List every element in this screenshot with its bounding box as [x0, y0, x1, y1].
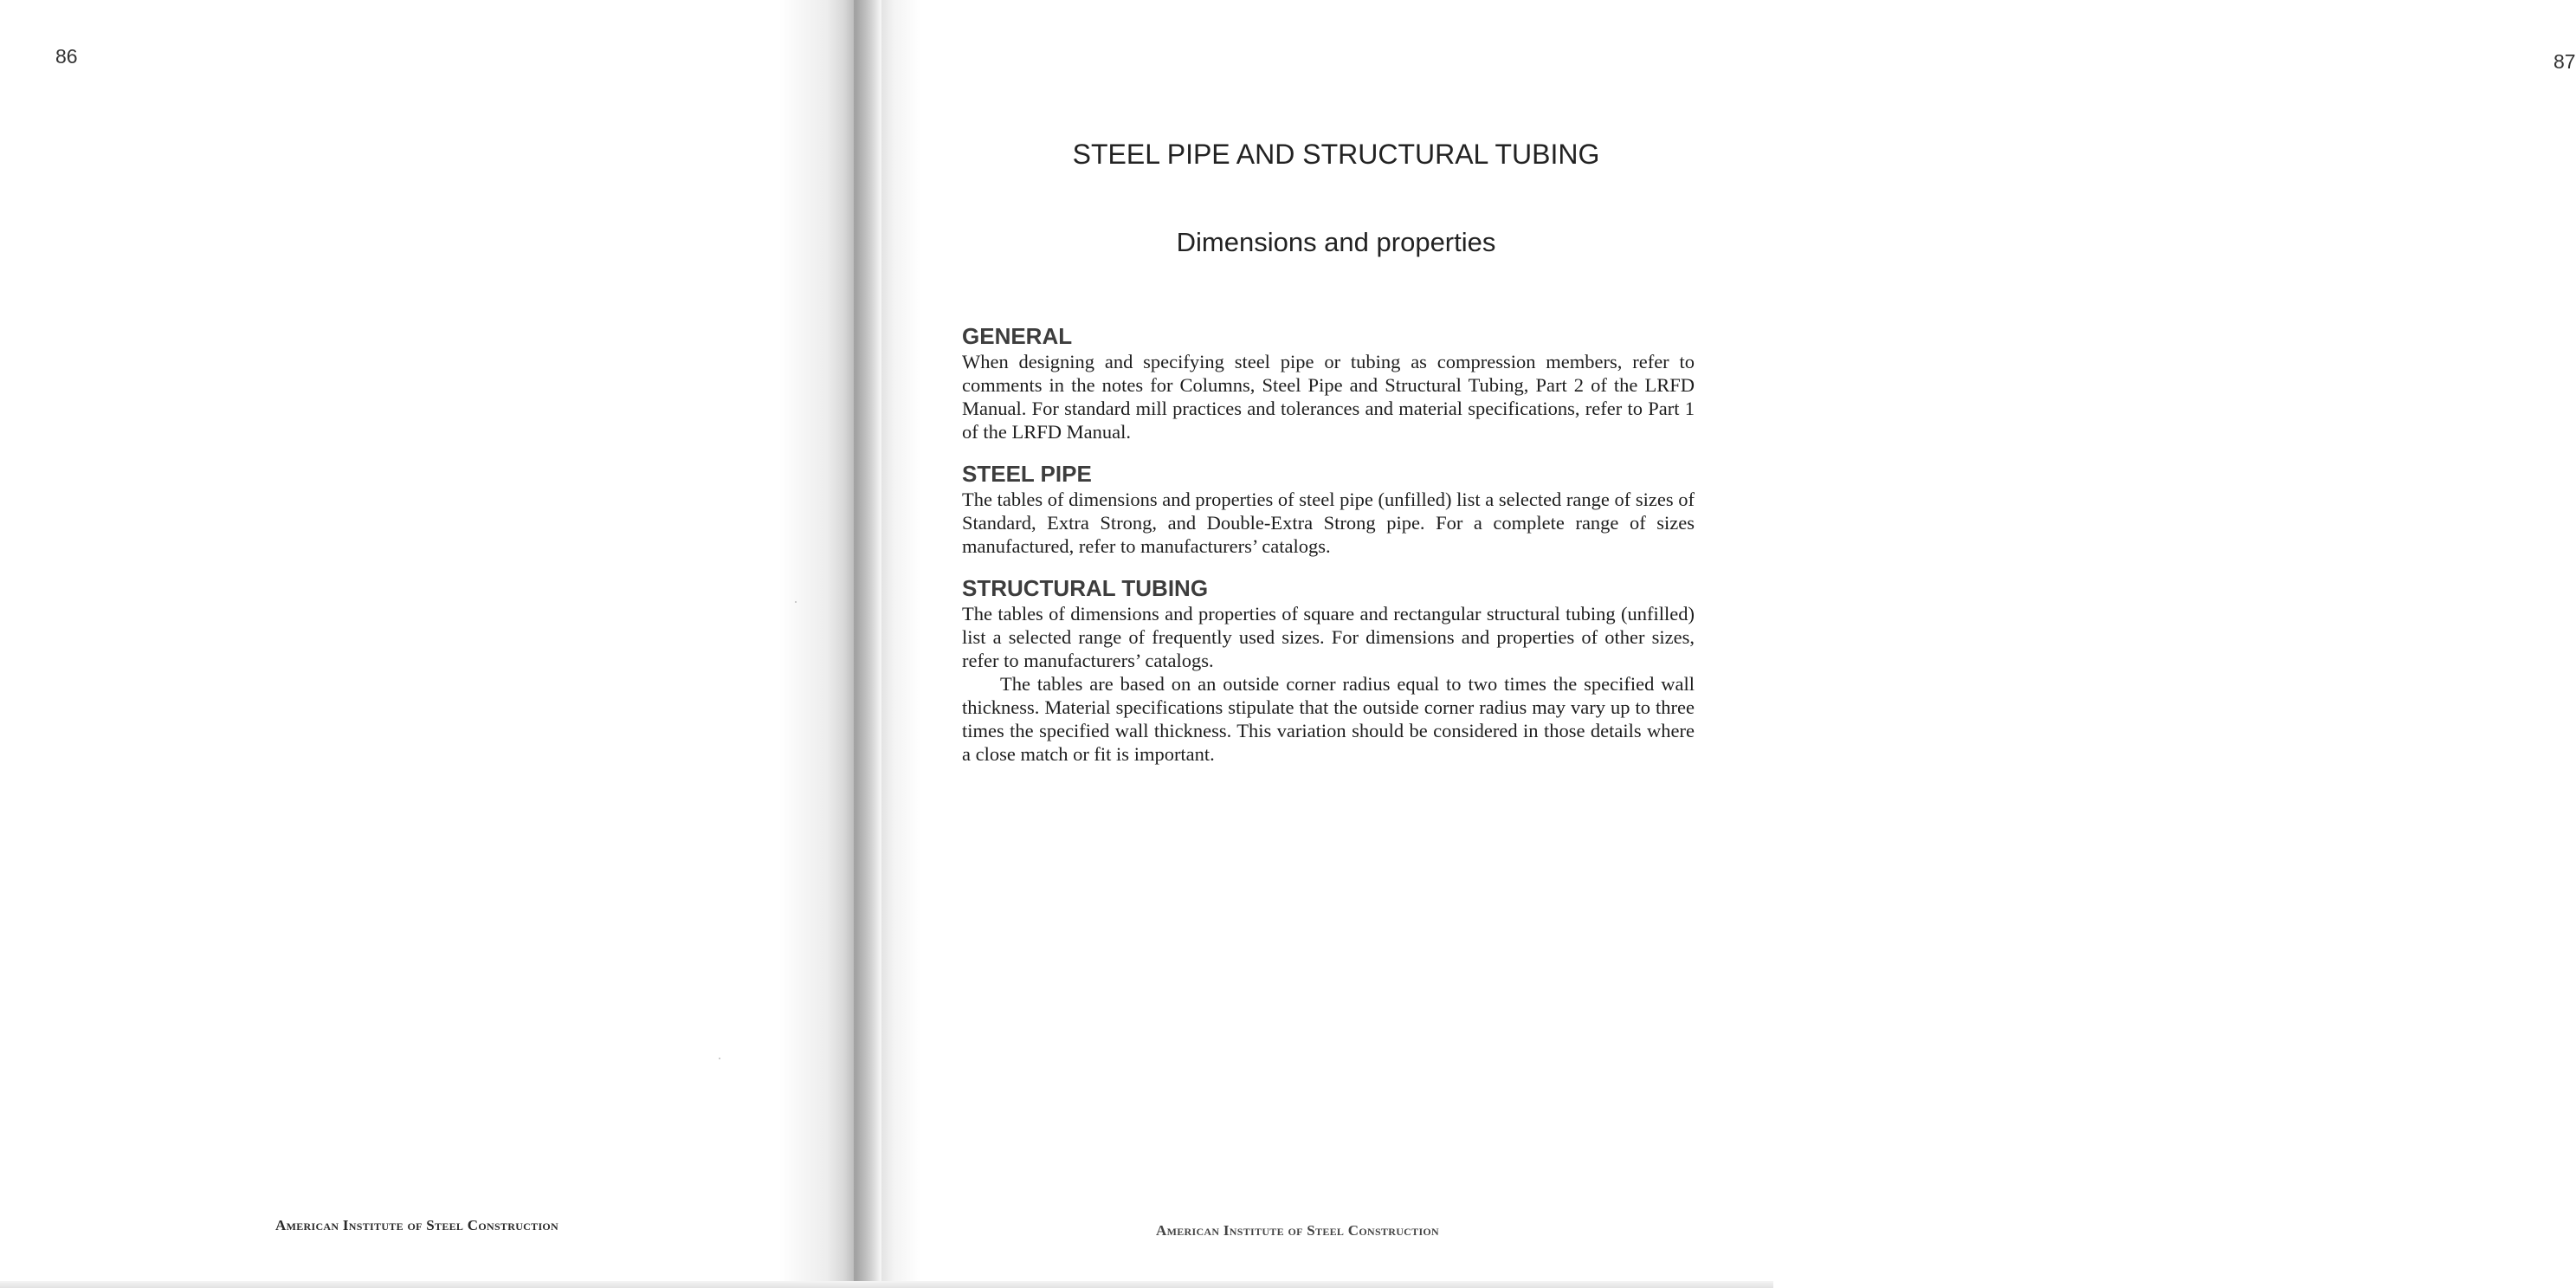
section-heading: STEEL PIPE [962, 461, 1092, 487]
footer-left: American Institute of Steel Construction [275, 1217, 559, 1233]
left-page [0, 0, 838, 1288]
section-heading: GENERAL [962, 323, 1073, 349]
section-paragraph: The tables of dimensions and properties of square and rectangular structural tubing (unfilled) list a selected range of frequently used sizes. For dimensions and properties of other sizes, refer to manufacturers’ catalogs. [962, 603, 1695, 671]
section-heading: STRUCTURAL TUBING [962, 575, 1209, 601]
footer-right: American Institute of Steel Construction [1156, 1222, 1440, 1239]
section-structural-tubing [962, 575, 1695, 766]
page-title: STEEL PIPE AND STRUCTURAL TUBING [1072, 139, 1600, 170]
section-paragraph: The tables are based on an outside corner radius equal to two times the specified wall thickness. Material specifications stipulate that the outside corner radius may vary up to three times the specified wall thickness. This variation should be considered in those details where a close match or fit is important. [962, 673, 1695, 765]
gutter-shadow [854, 0, 880, 1288]
section-paragraph: When designing and specifying steel pipe or tubing as compression members, refer to comments in the notes for Columns, Steel Pipe and Structural Tubing, Part 2 of the LRFD Manual. For standard mill practices and tolerances and material specifications, refer to Part 1 of the LRFD Manual. [962, 351, 1695, 443]
scan-speck [795, 601, 797, 603]
section-general [962, 323, 1695, 443]
section-steel-pipe [962, 461, 1695, 558]
scan-speck [719, 1058, 720, 1059]
page-number-left: 86 [55, 45, 78, 68]
page-bottom-edge [0, 1281, 1773, 1288]
section-paragraph: The tables of dimensions and properties of steel pipe (unfilled) list a selected range of sizes of Standard, Extra Strong, and Double-Extra Strong pipe. For a complete range of sizes manufactured, refer to manufacturers’ catalogs. [962, 489, 1695, 557]
page-number-right: 87 [2553, 50, 2576, 73]
article-body [962, 323, 1695, 783]
page-subtitle: Dimensions and properties [1176, 227, 1496, 257]
